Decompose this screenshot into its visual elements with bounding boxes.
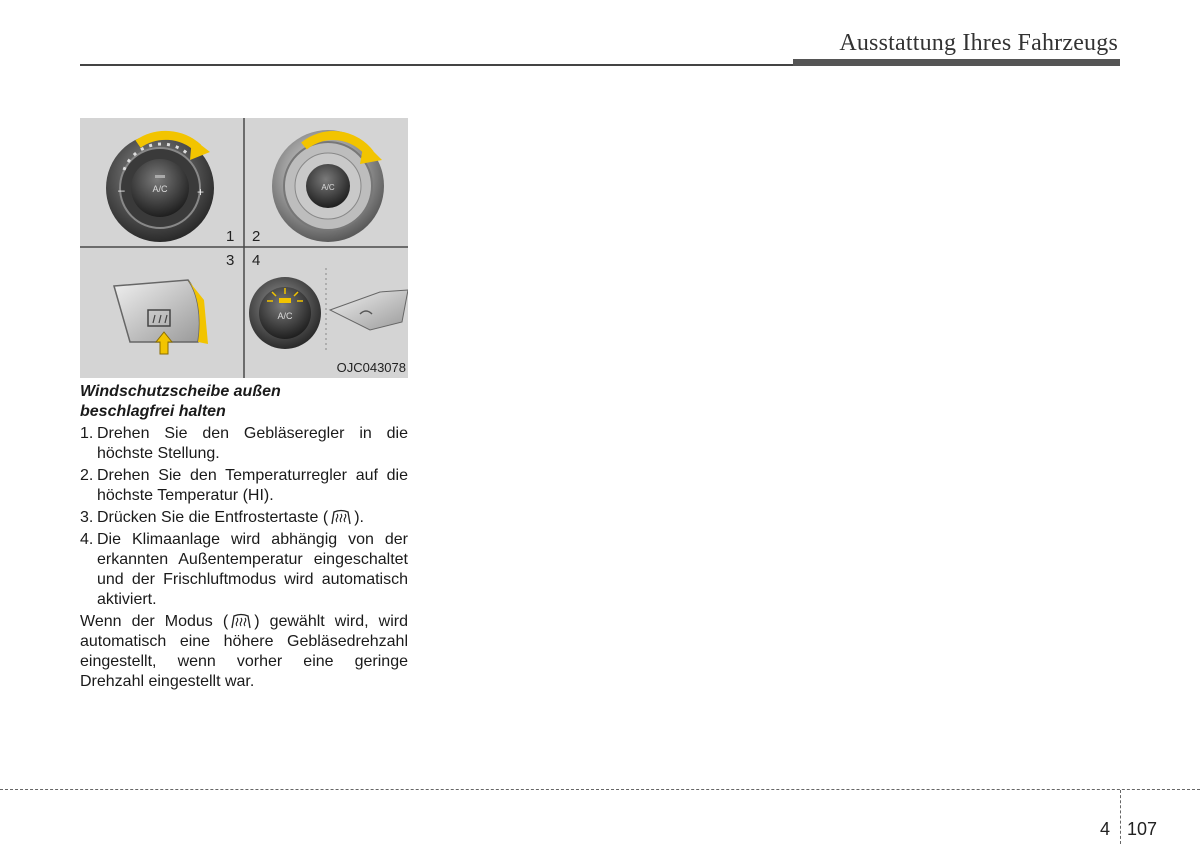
svg-text:+: + <box>197 185 205 199</box>
list-item <box>80 530 408 610</box>
svg-text:A/C: A/C <box>152 184 168 194</box>
panel-number-3: 3 <box>226 252 235 269</box>
step-text: Die Klimaanlage wird abhängig von der erkannten Außentemperatur eingeschaltet und der Frischluftmodus wird automatisch aktiviert. <box>97 531 408 608</box>
step-number: 1. <box>80 425 94 442</box>
step-number: 4. <box>80 531 94 548</box>
step-number: 2. <box>80 467 94 484</box>
figure-illustration <box>80 118 408 378</box>
footer-divider <box>1120 790 1121 844</box>
fan-knob-illustration <box>106 134 214 242</box>
chapter-number: 4 <box>1100 819 1111 839</box>
svg-text:A/C: A/C <box>277 311 293 321</box>
note-text-after: ) gewählt wird, wird automatisch eine höhere Gebläsedrehzahl eingestellt, wenn vorher eine geringe Drehzahl eingestellt war. <box>80 613 408 690</box>
front-defrost-icon <box>330 509 352 526</box>
list-item <box>80 424 408 464</box>
page-header-title: Ausstattung Ihres Fahrzeugs <box>839 30 1118 56</box>
temperature-knob-illustration <box>272 130 384 242</box>
note-paragraph <box>80 612 408 692</box>
page-number: 107 <box>1127 819 1158 839</box>
step-text-after: ). <box>354 509 364 526</box>
figure-code: OJC043078 <box>336 360 406 375</box>
step-text-before: Drücken Sie die Entfrostertaste ( <box>97 509 329 526</box>
steps-list <box>80 424 408 610</box>
list-item <box>80 508 408 528</box>
panel-number-1: 1 <box>226 228 235 245</box>
footer-rule <box>0 789 1200 790</box>
svg-text:A/C: A/C <box>321 183 335 192</box>
step-text: Drehen Sie den Temperaturregler auf die höchste Temperatur (HI). <box>97 467 408 504</box>
defrost-vent-illustration <box>114 280 208 354</box>
section-heading-line2: beschlagfrei halten <box>80 403 226 420</box>
section-content <box>80 382 408 692</box>
panel-number-4: 4 <box>252 252 261 269</box>
note-text-before: Wenn der Modus ( <box>80 613 229 630</box>
step-text: Drehen Sie den Gebläseregler in die höchste Stellung. <box>97 425 408 462</box>
step-text <box>97 508 408 528</box>
step-number: 3. <box>80 509 94 526</box>
climate-control-figure <box>80 118 408 378</box>
header-rule-bar <box>793 59 1120 66</box>
ac-button-illustration <box>249 268 408 350</box>
section-heading-line1: Windschutzscheibe außen <box>80 383 281 400</box>
header-rule <box>80 64 794 66</box>
list-item <box>80 466 408 506</box>
front-defrost-icon <box>230 613 252 630</box>
panel-number-2: 2 <box>252 228 261 245</box>
section-heading <box>80 382 408 422</box>
svg-text:–: – <box>118 183 125 197</box>
